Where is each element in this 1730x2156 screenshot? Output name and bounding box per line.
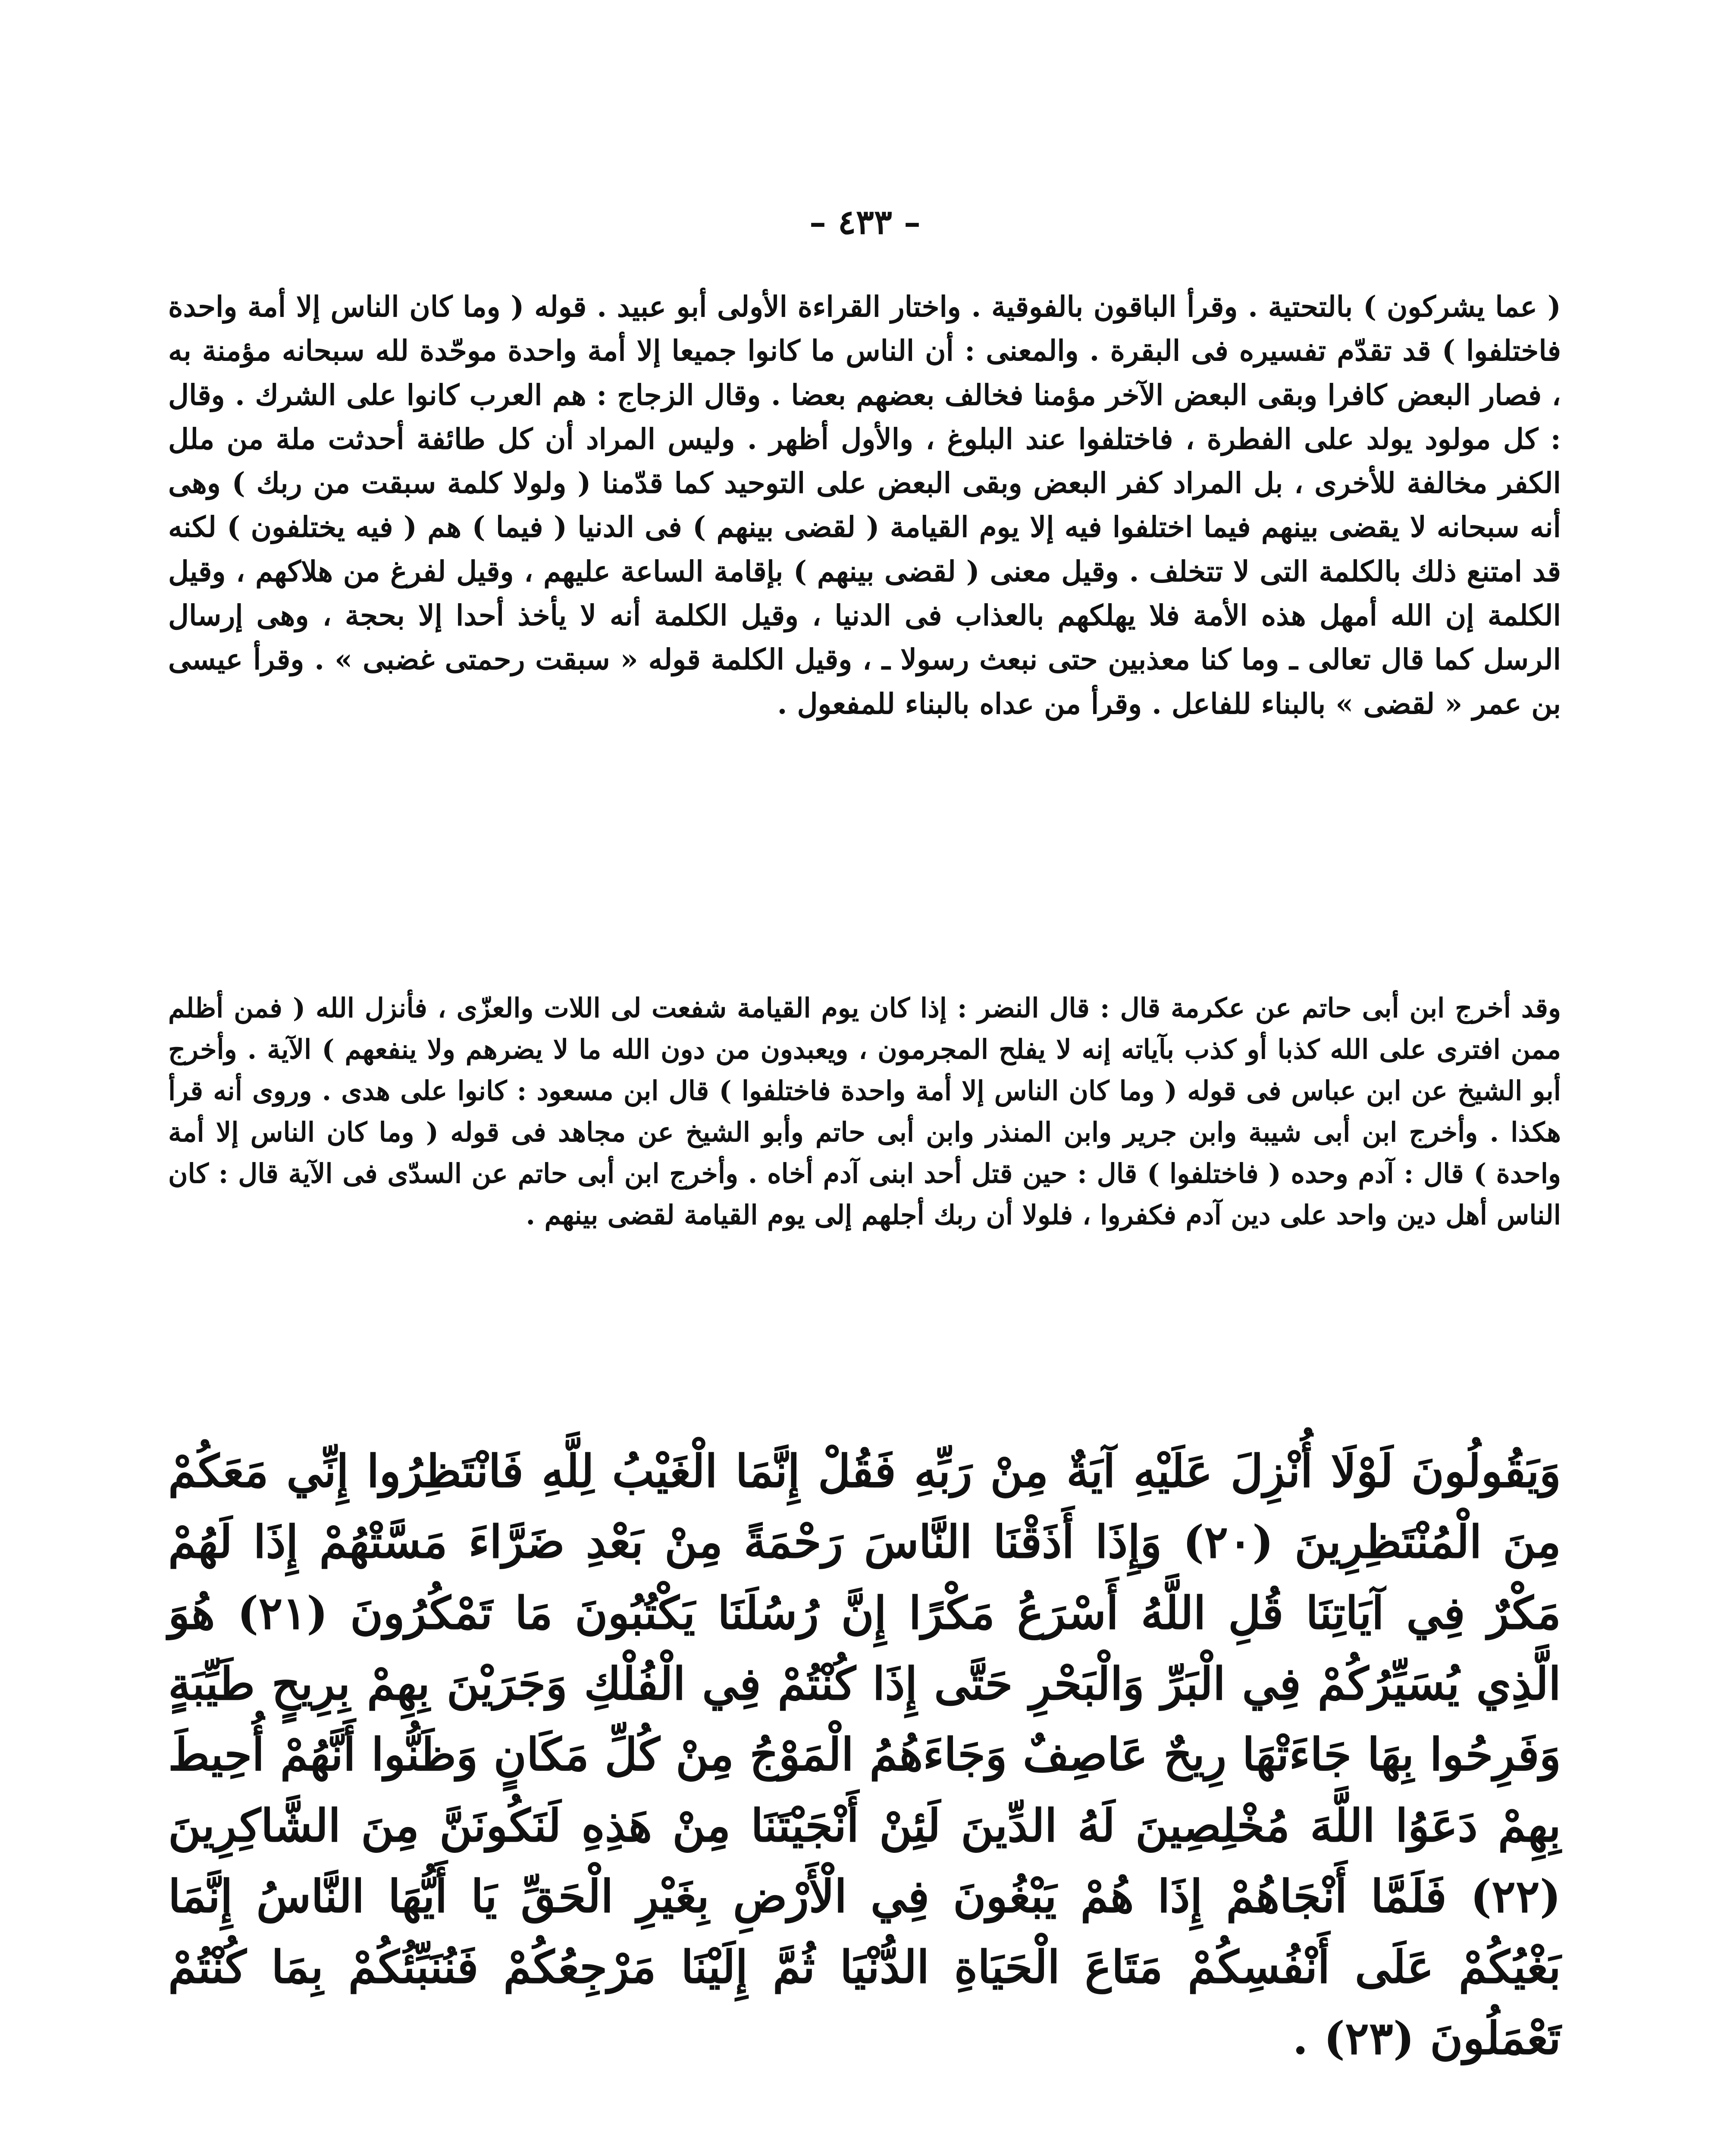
commentary-section bbox=[168, 285, 1561, 726]
narrations-paragraph: وقد أخرج ابن أبى حاتم عن عكرمة قال : قال النضر : إذا كان يوم القيامة شفعت لى اللات والعزّى ، فأنزل الله ( فمن أظلم ممن افترى على الله كذبا أو كذب بآياته إنه لا يفلح المجرمون ، ويعبدون من دون الله ما لا يضرهم ولا ينفعهم ) الآية . وأخرج أبو الشيخ عن ابن عباس فى قوله ( وما كان الناس إلا أمة واحدة فاختلفوا ) قال ابن مسعود : كانوا على هدى . وروى أنه قرأ هكذا . وأخرج ابن أبى شيبة وابن جرير وابن المنذر وابن أبى حاتم وأبو الشيخ عن مجاهد فى قوله ( وما كان الناس إلا أمة واحدة ) قال : آدم وحده ( فاختلفوا ) قال : حين قتل أحد ابنى آدم أخاه . وأخرج ابن أبى حاتم عن السدّى فى الآية قال : كان الناس أهل دين واحد على دين آدم فكفروا ، فلولا أن ربك أجلهم إلى يوم القيامة لقضى بينهم . bbox=[168, 992, 1561, 1231]
page-number: – ٤٣٣ – bbox=[809, 203, 921, 242]
quran-verses-text: وَيَقُولُونَ لَوْلَا أُنْزِلَ عَلَيْهِ آيَةٌ مِنْ رَبِّهِ فَقُلْ إِنَّمَا الْغَيْبُ لِلَّهِ فَانْتَظِرُوا إِنِّي مَعَكُمْ مِنَ الْمُنْتَظِرِينَ (٢٠) وَإِذَا أَذَقْنَا النَّاسَ رَحْمَةً مِنْ بَعْدِ ضَرَّاءَ مَسَّتْهُمْ إِذَا لَهُمْ مَكْرٌ فِي آيَاتِنَا قُلِ اللَّهُ أَسْرَعُ مَكْرًا إِنَّ رُسُلَنَا يَكْتُبُونَ مَا تَمْكُرُونَ (٢١) هُوَ الَّذِي يُسَيِّرُكُمْ فِي الْبَرِّ وَالْبَحْرِ حَتَّى إِذَا كُنْتُمْ فِي الْفُلْكِ وَجَرَيْنَ بِهِمْ بِرِيحٍ طَيِّبَةٍ وَفَرِحُوا بِهَا جَاءَتْهَا رِيحٌ عَاصِفٌ وَجَاءَهُمُ الْمَوْجُ مِنْ كُلِّ مَكَانٍ وَظَنُّوا أَنَّهُمْ أُحِيطَ بِهِمْ دَعَوُا اللَّهَ مُخْلِصِينَ لَهُ الدِّينَ لَئِنْ أَنْجَيْتَنَا مِنْ هَذِهِ لَنَكُونَنَّ مِنَ الشَّاكِرِينَ (٢٢) فَلَمَّا أَنْجَاهُمْ إِذَا هُمْ يَبْغُونَ فِي الْأَرْضِ بِغَيْرِ الْحَقِّ يَا أَيُّهَا النَّاسُ إِنَّمَا بَغْيُكُمْ عَلَى أَنْفُسِكُمْ مَتَاعَ الْحَيَاةِ الدُّنْيَا ثُمَّ إِلَيْنَا مَرْجِعُكُمْ فَنُنَبِّئُكُمْ بِمَا كُنْتُمْ تَعْمَلُونَ (٢٣) . bbox=[168, 1445, 1561, 2065]
narrations-section bbox=[168, 987, 1561, 1236]
quran-verses-section bbox=[168, 1436, 1561, 2074]
commentary-paragraph: ( عما يشركون ) بالتحتية . وقرأ الباقون بالفوقية . واختار القراءة الأولى أبو عبيد . قوله ( وما كان الناس إلا أمة واحدة فاختلفوا ) قد تقدّم تفسيره فى البقرة . والمعنى : أن الناس ما كانوا جميعا إلا أمة واحدة موحّدة لله سبحانه مؤمنة به ، فصار البعض كافرا وبقى البعض الآخر مؤمنا فخالف بعضهم بعضا . وقال الزجاج : هم العرب كانوا على الشرك . وقال : كل مولود يولد على الفطرة ، فاختلفوا عند البلوغ ، والأول أظهر . وليس المراد أن كل طائفة أحدثت ملة من ملل الكفر مخالفة للأخرى ، بل المراد كفر البعض وبقى البعض على التوحيد كما قدّمنا ( ولولا كلمة سبقت من ربك ) وهى أنه سبحانه لا يقضى بينهم فيما اختلفوا فيه إلا يوم القيامة ( لقضى بينهم ) فى الدنيا ( فيما ) هم ( فيه يختلفون ) لكنه قد امتنع ذلك بالكلمة التى لا تتخلف . وقيل معنى ( لقضى بينهم ) بإقامة الساعة عليهم ، وقيل لفرغ من هلاكهم ، وقيل الكلمة إن الله أمهل هذه الأمة فلا يهلكهم بالعذاب فى الدنيا ، وقيل الكلمة أنه لا يأخذ أحدا إلا بحجة ، وهى إرسال الرسل كما قال تعالى ـ وما كنا معذبين حتى نبعث رسولا ـ ، وقيل الكلمة قوله « سبقت رحمتى غضبى » . وقرأ عيسى بن عمر « لقضى » بالبناء للفاعل . وقرأ من عداه بالبناء للمفعول . bbox=[168, 290, 1561, 721]
